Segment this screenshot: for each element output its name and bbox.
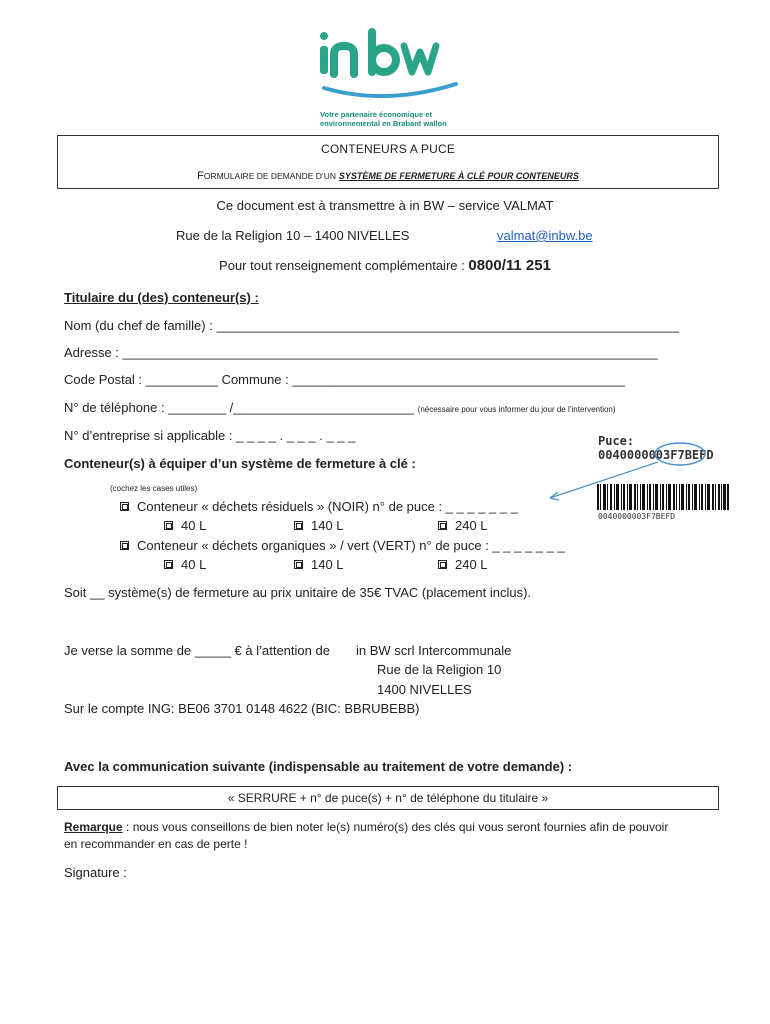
residuels-40-checkbox[interactable]: [164, 521, 173, 530]
organiques-240-option[interactable]: 240 L: [438, 557, 488, 572]
puce-label: Puce: 0040000003F7BEFD: [598, 434, 714, 462]
telephone-note: (nécessaire pour vous informer du jour de l’intervention): [417, 405, 616, 414]
form-subtitle: FORMULAIRE DE DEMANDE D’UN SYSTÈME DE FERMETURE À CLÉ POUR CONTENEURS: [197, 170, 579, 182]
residuels-row: [120, 499, 518, 514]
signature-label[interactable]: Signature :: [64, 865, 127, 880]
communication-heading: Avec la communication suivante (indispensable au traitement de votre demande) :: [64, 759, 573, 774]
residuels-140-option[interactable]: 140 L: [294, 518, 344, 533]
communication-box: « SERRURE + n° de puce(s) + n° de téléphone du titulaire »: [57, 786, 719, 810]
organiques-row: [120, 538, 565, 553]
code-postal-field[interactable]: Code Postal : __________ Commune : ______________________________________________: [64, 372, 625, 387]
info-phone: 0800/11 251: [468, 257, 551, 274]
barcode-image: [597, 484, 729, 514]
remarque-line: Remarque : nous vous conseillons de bien noter le(s) numéro(s) des clés qui vous seront fournies afin de pouvoir: [64, 820, 669, 834]
organiques-checkbox[interactable]: [120, 541, 129, 550]
entreprise-field[interactable]: N° d’entreprise si applicable : _ _ _ _ . _ _ _ . _ _ _: [64, 428, 356, 443]
organiques-140-checkbox[interactable]: [294, 560, 303, 569]
email-link[interactable]: valmat@inbw.be: [497, 228, 593, 243]
remarque-label: Remarque: [64, 820, 123, 834]
form-title: CONTENEURS A PUCE: [320, 142, 456, 156]
verse-line[interactable]: Je verse la somme de _____ € à l’attention de: [64, 643, 330, 658]
soit-line[interactable]: Soit __ système(s) de fermeture au prix unitaire de 35€ TVAC (placement inclus).: [64, 585, 532, 600]
organiques-240-checkbox[interactable]: [438, 560, 447, 569]
nom-field[interactable]: Nom (du chef de famille) : ________________________________________________________________: [64, 318, 680, 333]
residuels-40-option[interactable]: 40 L: [164, 518, 206, 533]
address-line: Rue de la Religion 10 – 1400 NIVELLES: [176, 228, 410, 243]
organiques-40-checkbox[interactable]: [164, 560, 173, 569]
residuels-240-checkbox[interactable]: [438, 521, 447, 530]
beneficiaire-rue: Rue de la Religion 10: [377, 662, 502, 677]
residuels-240-option[interactable]: 240 L: [438, 518, 488, 533]
residuels-140-checkbox[interactable]: [294, 521, 303, 530]
compte-line: Sur le compte ING: BE06 3701 0148 4622 (BIC: BBRUBEBB): [64, 701, 420, 716]
form-header-box: [57, 135, 719, 189]
titulaire-heading: Titulaire du (des) conteneur(s) :: [64, 290, 259, 305]
remarque-line-2: en recommander en cas de perte !: [64, 837, 248, 851]
conteneurs-heading: Conteneur(s) à équiper d’un système de fermeture à clé :: [64, 456, 416, 471]
cochez-note: (cochez les cases utiles): [110, 484, 198, 493]
telephone-field[interactable]: N° de téléphone : ________ /_________________________ (nécessaire pour vous informer du jour de l’intervention): [64, 400, 616, 415]
residuels-checkbox[interactable]: [120, 502, 129, 511]
organiques-label: Conteneur « déchets organiques » / vert (VERT) n° de puce : _ _ _ _ _ _ _: [137, 538, 565, 553]
transmit-line: Ce document est à transmettre à in BW – service VALMAT: [216, 198, 554, 213]
beneficiaire-name: in BW scrl Intercommunale: [356, 643, 512, 658]
organiques-140-option[interactable]: 140 L: [294, 557, 344, 572]
info-line: Pour tout renseignement complémentaire : 0800/11 251: [219, 257, 551, 274]
adresse-field[interactable]: Adresse : __________________________________________________________________________: [64, 345, 658, 360]
barcode-digits: 0040000003F7BEFD: [598, 512, 676, 521]
residuels-label: Conteneur « déchets résiduels » (NOIR) n° de puce : _ _ _ _ _ _ _: [137, 499, 518, 514]
organiques-40-option[interactable]: 40 L: [164, 557, 206, 572]
logo-tagline: Votre partenaire économique et environnemental en Brabant wallon: [320, 110, 447, 128]
beneficiaire-ville: 1400 NIVELLES: [377, 682, 472, 697]
